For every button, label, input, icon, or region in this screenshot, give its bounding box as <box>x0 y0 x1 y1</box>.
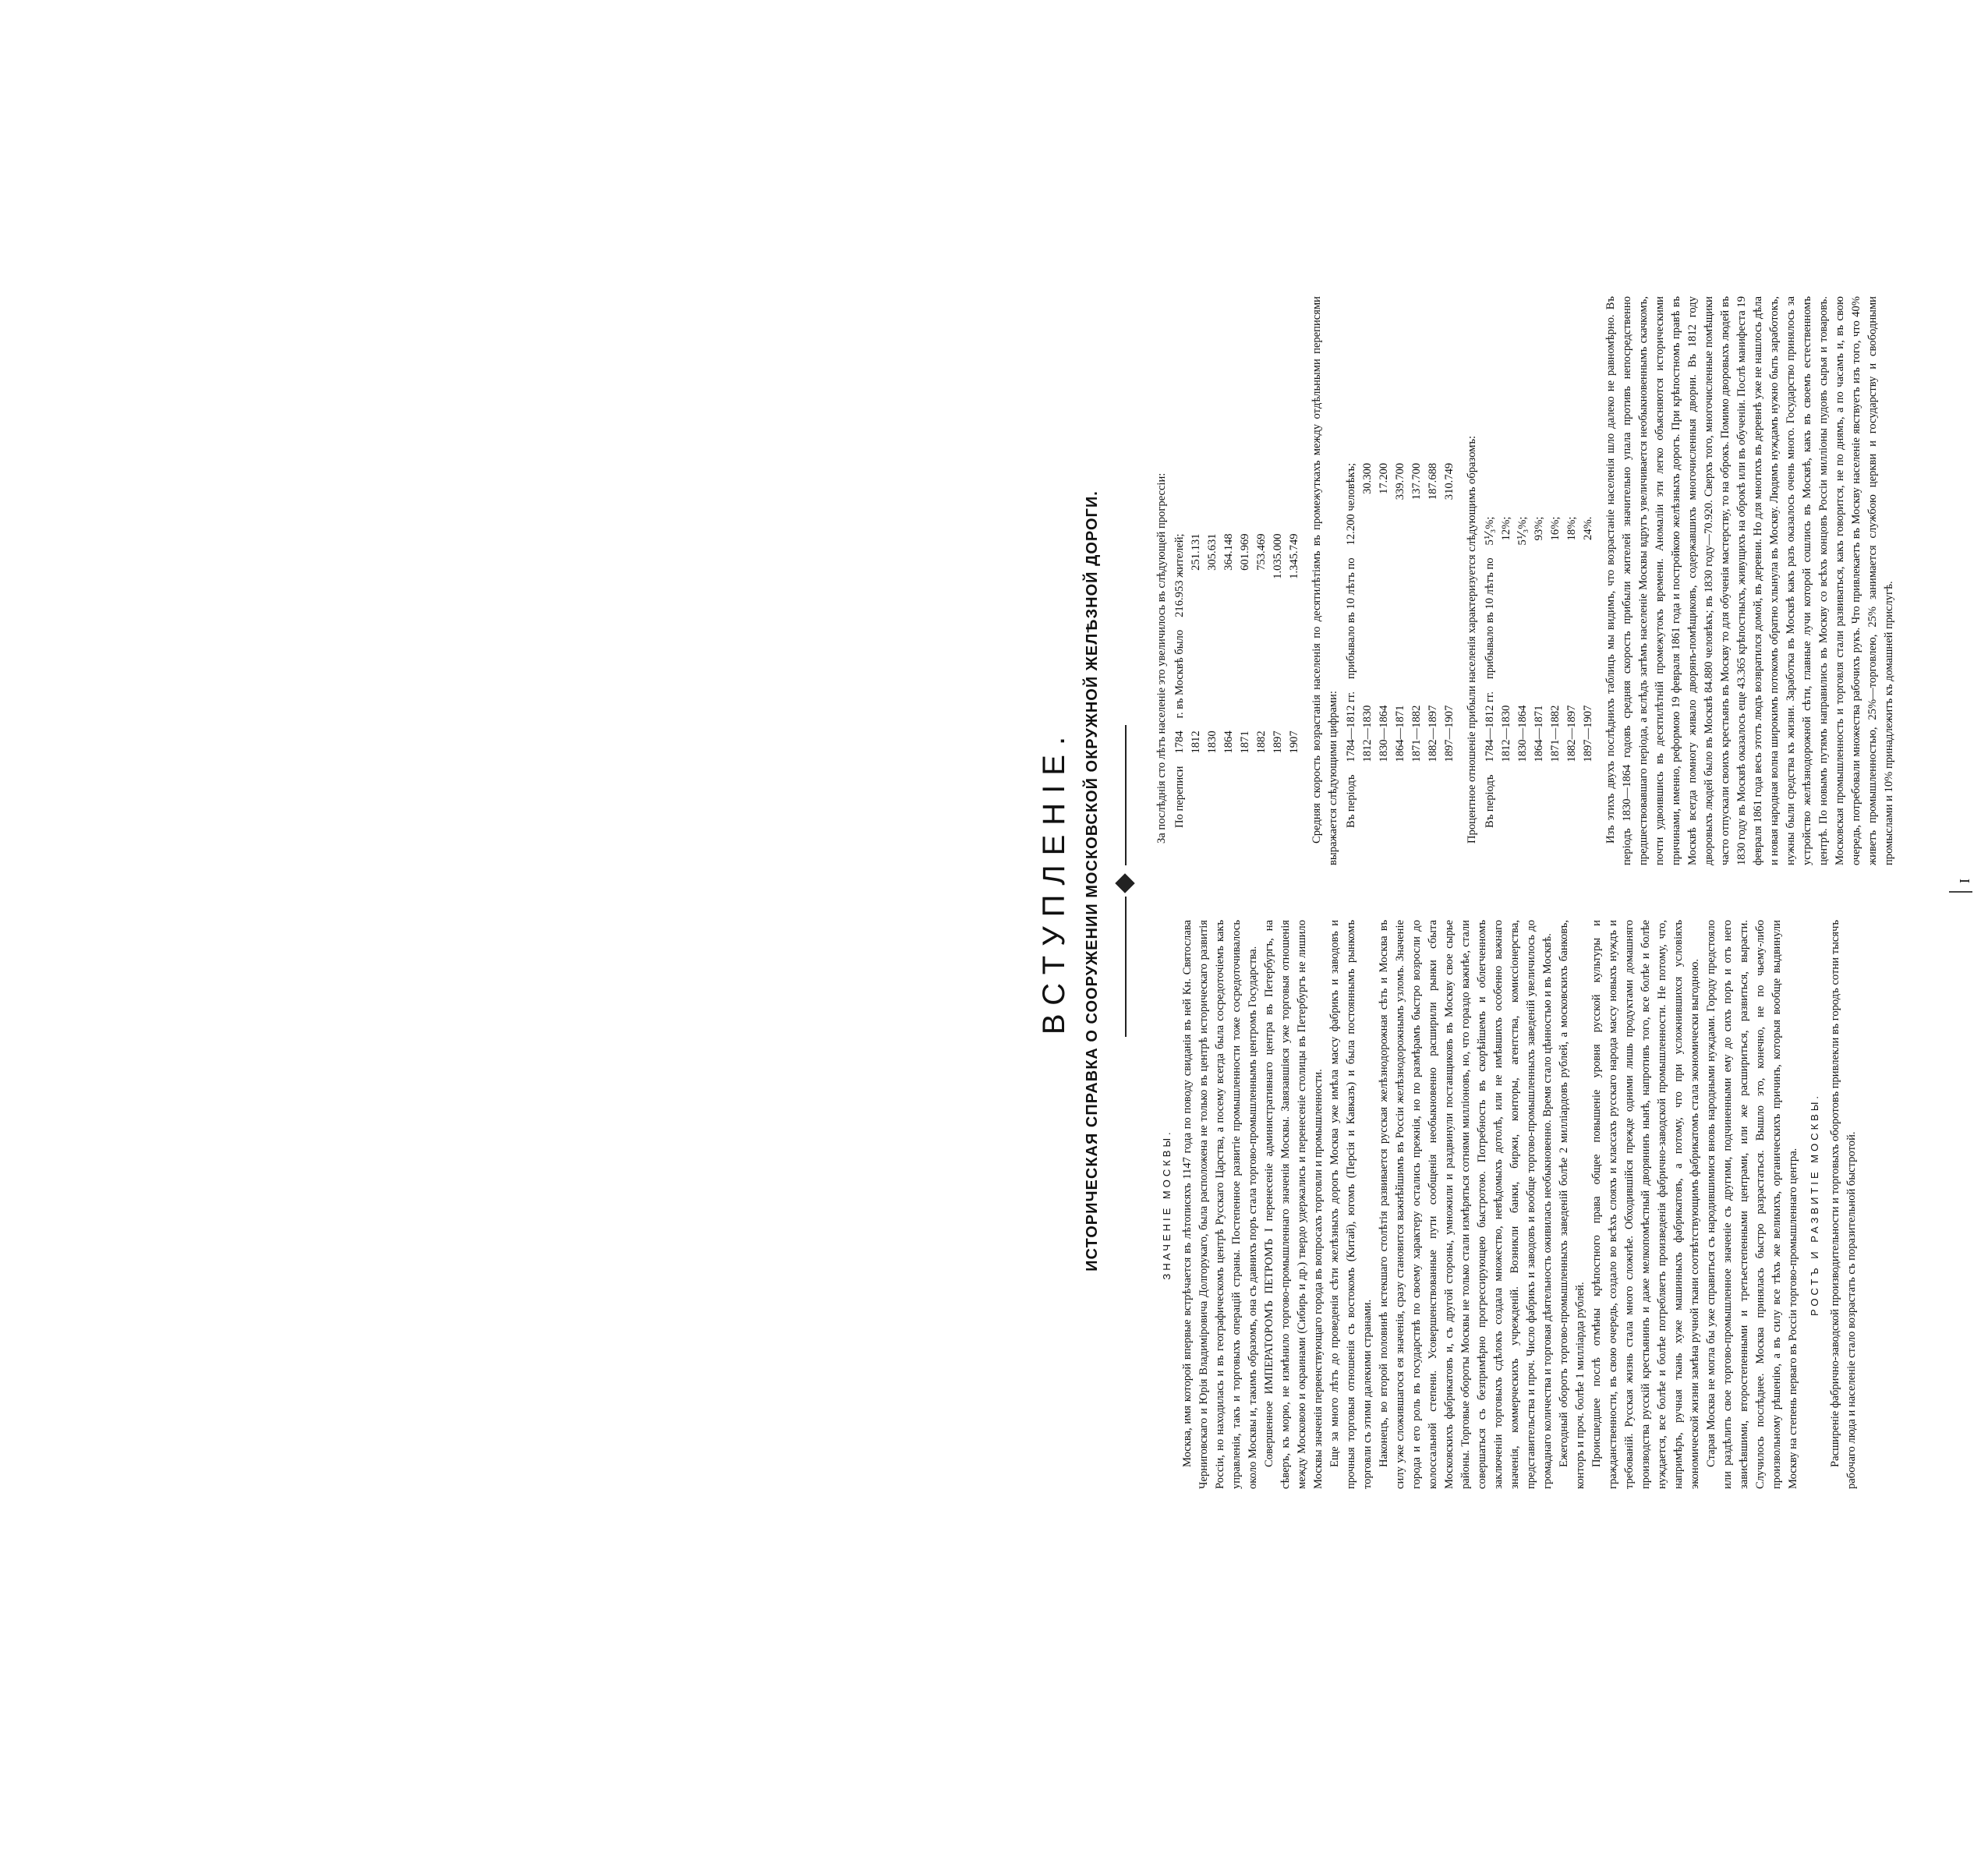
section-heading-significance: ЗНАЧЕНІЕ МОСКВЫ. <box>1161 1129 1173 1280</box>
table-row <box>1221 527 1237 834</box>
table-cell-value: 93%; <box>1533 516 1545 541</box>
table-cell-mid <box>1531 551 1548 685</box>
table-cell-mid: прибывало въ 10 лѣтъ по <box>1484 557 1496 679</box>
table-cell-value: 1.345.749 <box>1288 533 1300 579</box>
table-cell-label <box>1188 760 1204 834</box>
table-cell-value: 137.700 <box>1410 462 1423 501</box>
table-row <box>1204 527 1221 834</box>
table-cell-value: 30.300 <box>1361 462 1374 494</box>
table-cell-label <box>1548 769 1564 834</box>
ornament-divider <box>1118 709 1134 1052</box>
table-cell-period: 1871—1882 <box>1410 705 1423 762</box>
table-cell-mid <box>1515 551 1531 685</box>
table-cell-label <box>1270 760 1286 834</box>
table-cell-mid <box>1237 624 1254 724</box>
table-cell-period: 1864—1871 <box>1533 705 1545 762</box>
table-row <box>1564 511 1580 834</box>
paragraph: Совершенное ИМПЕРАТОРОМЪ ПЕТРОМЪ I перенесеніе административнаго центра въ Петербургъ, на сѣверъ, къ морю, не измѣнило торгово-промышленнаго значенія Москвы. Завязавшіяся уже торговыя отношенія между Московою и окраинами (Сибирь и др.) твердо удержались и перенесеніе столицы въ Петербургъ не лишило Москвы значенія первенствующаго города въ вопросахъ торговли и промышленности. <box>1263 920 1325 1489</box>
table-cell-label <box>1441 769 1458 834</box>
table-cell-mid <box>1204 624 1221 724</box>
table-cell-period: 1882—1897 <box>1565 705 1578 762</box>
table-cell-value: 601.969 <box>1239 533 1251 571</box>
table-cell-label <box>1564 769 1580 834</box>
table-cell-value: 305.631 <box>1206 533 1219 571</box>
paragraph: Старая Москва не могла бы уже справиться съ народившимися вновь народными нуждами. Городу предстояло или раздѣлить свое торгово-промышленное значеніе съ другими, подчиненными ему до сихъ поръ и отъ него зависѣвшими, второстепенными и третьестепенными центрами, или же расшириться, развиться, вырасти. Случилось послѣднее. Москва принялась быстро разрастаться. Вышло это, конечно, не по чьему-либо произвольному рѣшенію, а въ силу все тѣхъ же великихъ, органическихъ причинъ, которыя вообще выдвинули Москву на степень перваго въ Россіи торгово-промышленнаго центра. <box>1705 920 1799 1489</box>
table-row <box>1343 457 1360 834</box>
table-row <box>1360 457 1376 834</box>
table-row <box>1441 457 1458 834</box>
table-cell-mid <box>1221 624 1237 724</box>
table-cell-value: 24%. <box>1582 516 1594 540</box>
table-cell-label <box>1409 769 1425 834</box>
table-cell-label <box>1580 769 1597 834</box>
table-row <box>1237 527 1254 834</box>
paragraph: Происшедшее послѣ отмѣны крѣпостного права общее повышеніе уровня русской культуры и гражданственности, въ свою очередь, создало во всѣхъ слояхъ и классахъ русскаго народа массу новыхъ нуждъ и требованій. Русская жизнь стала много сложнѣе. Обходившійся прежде одними лишь продуктами домашняго производства русскій крестьянинъ и даже мелкопомѣстный дворянинъ нынѣ, напротивъ того, все болѣе и болѣе нуждается, все болѣе и болѣе потребляетъ произведенія фабрично-заводской промышленности. Не потому, что, напримѣръ, ручная ткань хуже машинныхъ фабрикатовъ, а потому, что при усложнившихся условіяхъ экономической жизни замѣна ручной ткани соотвѣтствующимъ фабрикатомъ стала экономически выгодною. <box>1590 920 1701 1489</box>
table-row <box>1270 527 1286 834</box>
table-cell-value: 187.688 <box>1427 462 1439 501</box>
table-cell-value: 216.953 жителей; <box>1173 533 1186 617</box>
table-cell-value: 12.200 человѣкъ; <box>1345 462 1357 546</box>
table-cell-period: 1897—1907 <box>1582 705 1594 762</box>
paragraph: Ежегодный оборотъ торгово-промышленныхъ заведеній болѣе 2 милліардовъ рублей, а московскихъ банковъ, конторъ и проч. болѣе 1 милліарда рублей. <box>1558 920 1587 1489</box>
table-cell-mid <box>1498 551 1515 685</box>
table-cell-label: Въ періодъ <box>1345 774 1357 828</box>
table-cell-mid <box>1580 551 1597 685</box>
table-cell-value: 12%; <box>1500 516 1512 541</box>
table-cell-mid <box>1441 551 1458 685</box>
table-cell-value: 251.131 <box>1190 533 1202 571</box>
table-cell-mid <box>1425 551 1441 685</box>
table-cell-value: 1.035.000 <box>1272 533 1284 579</box>
table-cell-mid <box>1376 551 1392 685</box>
table-cell-mid <box>1548 551 1564 685</box>
table-cell-mid <box>1270 624 1286 724</box>
paragraph: Процентное отношеніе прибыли населенія характеризуется слѣдующимъ образомъ: <box>1466 435 1478 844</box>
table-cell-label: Въ періодъ <box>1484 774 1496 828</box>
page-number: I <box>1957 879 1972 883</box>
paragraph: Еще за много лѣтъ до проведенія сѣти желѣзныхъ дорогъ Москва уже имѣла массу фабрикъ и заводовъ и прочныя торговыя отношенія съ востокомъ (Китай), югомъ (Персія и Кавказъ) и была постояннымъ рынкомъ торговли съ этими далекими странами. <box>1328 920 1374 1489</box>
table-cell-period: 1784—1812 гг. <box>1484 691 1496 762</box>
table-cell-period: 1882—1897 <box>1427 705 1439 762</box>
growth-table <box>1343 457 1458 834</box>
table-cell-label <box>1425 769 1441 834</box>
table-cell-mid <box>1188 624 1204 724</box>
table-cell-year: 1812 <box>1190 730 1202 754</box>
table-row <box>1172 527 1188 834</box>
table-cell-period: 1812—1830 <box>1500 705 1512 762</box>
table-cell-value: 18%; <box>1565 516 1578 541</box>
table-row <box>1580 511 1597 834</box>
table-row <box>1286 527 1303 834</box>
table-row <box>1531 511 1548 834</box>
table-cell-year: 1871 <box>1239 730 1251 754</box>
table-cell-year: 1882 <box>1255 730 1268 754</box>
right-column <box>1154 296 1898 865</box>
paragraph: Средняя скорость возрастанія населенія по десятилѣтіямъ въ промежуткахъ между отдѣльными переписями выражается слѣдующими цифрами: <box>1311 296 1339 865</box>
table-row <box>1188 527 1204 834</box>
table-cell-year: 1907 <box>1288 730 1300 754</box>
table-cell-period: 1812—1830 <box>1361 705 1374 762</box>
table-cell-label <box>1498 769 1515 834</box>
table-cell-mid <box>1360 551 1376 685</box>
table-row <box>1498 511 1515 834</box>
table-cell-mid <box>1254 624 1270 724</box>
table-cell-mid: прибывало въ 10 лѣтъ по <box>1345 557 1357 679</box>
paragraph: За послѣднія сто лѣтъ населеніе это увеличилось въ слѣдующей прогрессіи: <box>1155 472 1168 844</box>
table-cell-label <box>1376 769 1392 834</box>
population-table <box>1172 527 1303 834</box>
table-cell-year: 1830 <box>1206 730 1219 754</box>
table-cell-period: 1784—1812 гг. <box>1345 691 1357 762</box>
table-cell-label <box>1254 760 1270 834</box>
table-cell-mid <box>1392 551 1409 685</box>
table-cell-value: 17.200 <box>1378 462 1390 494</box>
table-cell-year: 1897 <box>1272 730 1284 754</box>
table-cell-period: 1864—1871 <box>1394 705 1406 762</box>
table-cell-label: По переписи <box>1173 766 1186 828</box>
page-number-rule <box>1949 891 1972 893</box>
table-cell-year: 1784 <box>1173 730 1186 754</box>
table-row <box>1254 527 1270 834</box>
table-cell-label <box>1204 760 1221 834</box>
section-heading-growth: РОСТЪ И РАЗВИТІЕ МОСКВЫ. <box>1809 1093 1820 1316</box>
table-row <box>1515 511 1531 834</box>
table-cell-value: 364.148 <box>1222 533 1235 571</box>
table-cell-mid: г. въ Москвѣ было <box>1173 629 1186 719</box>
table-cell-value: 339.700 <box>1394 462 1406 501</box>
paragraph: Расширеніе фабрично-заводской производительности и торговыхъ оборотовъ привлекли въ городъ сотни тысячъ рабочаго люда и населеніе стало возрастать съ поразительной быстротой. <box>1829 920 1858 1489</box>
table-cell-value: 5⅟₃%; <box>1484 516 1496 546</box>
table-cell-label <box>1286 760 1303 834</box>
table-row <box>1548 511 1564 834</box>
table-cell-label <box>1221 760 1237 834</box>
table-cell-value: 16%; <box>1549 516 1562 541</box>
table-cell-mid <box>1409 551 1425 685</box>
table-cell-period: 1871—1882 <box>1549 705 1562 762</box>
main-title: ВСТУПЛЕНІЕ. <box>1037 727 1071 1035</box>
table-cell-year: 1864 <box>1222 730 1235 754</box>
percent-table <box>1482 511 1597 834</box>
table-cell-label <box>1531 769 1548 834</box>
rotated-content <box>1037 273 1988 1489</box>
table-cell-value: 5⅟₃%; <box>1516 516 1529 546</box>
table-cell-value: 753.469 <box>1255 533 1268 571</box>
table-cell-mid <box>1564 551 1580 685</box>
table-cell-mid <box>1286 624 1303 724</box>
table-row <box>1392 457 1409 834</box>
paragraph: Наконецъ, во второй половинѣ истекшаго столѣтія развивается русская желѣзнодорожная сѣть и Москва въ силу уже сложившагося ея значенія, сразу становится важнѣйшимъ въ Россіи желѣзнодорожнымъ узломъ. Значеніе города и его роль въ государствѣ по своему характеру остались прежнія, но по размѣрамъ быстро возросли до колоссальной степени. Усовершенствованные пути сообщенія необыкновенно расширили рынки сбыта Московскихъ фабрикатовъ и, съ другой стороны, умножили и раздвинули поставщиковъ въ Москву свое сырье районы. Торговые обороты Москвы не только стали измѣряться сотнями милліоновъ, но, что гораздо важнѣе, стали совершаться съ безпримѣрно прогрессирующею быстротою. Потребность въ скорѣйшемъ и облегченномъ заключеніи торговыхъ сдѣлокъ создала множество, невѣдомыхъ дотолѣ, или не имѣвшихъ особенно важнаго значенія, коммерческихъ учрежденій. Возникли банки, биржи, конторы, агентства, комиссіонерства, представительства и проч. Число фабрикъ и заводовъ и вообще торгово-промышленныхъ заведеній увеличилось до громаднаго количества и торговая дѣятельность оживилась необыкновенно. Время стало цѣнностью и въ Москвѣ. <box>1378 920 1554 1489</box>
paragraph: Москва, имя которой впервые встрѣчается въ лѣтописяхъ 1147 года по поводу свиданія въ ней Кн. Святослава Черниговскаго и Юрія Владиміровича Долгорукаго, была расположена не только въ центрѣ историческаго развитія Россіи, но находилась и въ географическомъ центрѣ Русскаго Царства, а посему всегда была сосредоточіемъ какъ управленія, такъ и торговыхъ операцій страны. Постепенное развитіе промышленности тоже сосредоточивалось около Москвы и, такимъ образомъ, она съ давнихъ поръ стала торгово-промышленнымъ центромъ Государства. <box>1181 920 1259 1489</box>
table-cell-period: 1897—1907 <box>1443 705 1456 762</box>
left-column <box>1154 920 1860 1489</box>
table-cell-label <box>1392 769 1409 834</box>
subtitle: ИСТОРИЧЕСКАЯ СПРАВКА О СООРУЖЕНИИ МОСКОВСКОЙ ОКРУЖНОЙ ЖЕЛѢЗНОЙ ДОРОГИ. <box>1084 490 1101 1272</box>
table-cell-period: 1830—1864 <box>1516 705 1529 762</box>
table-cell-period: 1830—1864 <box>1378 705 1390 762</box>
table-cell-label <box>1515 769 1531 834</box>
table-row <box>1409 457 1425 834</box>
table-cell-label <box>1360 769 1376 834</box>
table-row <box>1376 457 1392 834</box>
table-cell-value: 310.749 <box>1443 462 1456 501</box>
paragraph: Изъ этихъ двухъ послѣднихъ таблицъ мы видимъ, что возрастаніе населенія шло далеко не равномѣрно. Въ періодъ 1830—1864 годовъ средняя скорость прибыли жителей значительно упала противъ непосредственно предшествовавшаго періода, а вслѣдъ затѣмъ населеніе Москвы вдругъ увеличивается необыкновеннымъ скачкомъ, почти удвоившись въ десятилѣтній промежутокъ времени. Аномаліи эти легко объясняются историческими причинами, именно, реформою 19 февраля 1861 года и постройкою желѣзныхъ дорогъ. При крѣпостномъ правѣ въ Москвѣ всегда помногу живало дворянъ-помѣщиковъ, содержавшихъ многочисленныя дворни. Въ 1812 году дворовыхъ людей было въ Москвѣ 84.880 человѣкъ; въ 1830 году—70.920. Сверхъ того, многочисленные помѣщики часто отпускали своихъ крестьянъ въ Москву то для обученія мастерству, то на оброкъ. Помимо дворовыхъ людей въ 1830 году въ Москвѣ оказалось еще 43.365 крѣпостныхъ, живущихъ на оброкѣ или въ обученіи. Послѣ манифеста 19 февраля 1861 года весь этотъ людъ возвратился домой, въ деревни. Но для многихъ въ деревнѣ уже не нашлось дѣла и новая народная волна широкимъ потокомъ обратно хлынула въ Москву. Людямъ нуждамъ нужно быть заработокъ, нужны были средства къ жизни. Заработка въ Москвѣ какъ разъ оказалось очень много. Государство принялось за устройство желѣзнодорожной сѣти, главные лучи которой сошлись въ Москвѣ, какъ въ своемъ естественномъ центрѣ. По новымъ путямъ направились въ Москву со всѣхъ концовъ Россіи милліоны пудовъ сырья и товаровъ. Московская промышленность и торговля стали развиваться, какъ говорится, не по днямъ, а по часамъ и, въ свою очередь, потребовали множества рабочихъ рукъ. Что привлекаетъ въ Москву населеніе явствуетъ изъ того, что 40% живетъ промышленностью, 25%—торговлею, 25% занимается службою церкви и государству и свободными промыслами и 10% принадлежитъ къ домашней прислугѣ. <box>1604 296 1895 865</box>
table-row <box>1425 457 1441 834</box>
table-cell-label <box>1237 760 1254 834</box>
table-row <box>1482 511 1498 834</box>
